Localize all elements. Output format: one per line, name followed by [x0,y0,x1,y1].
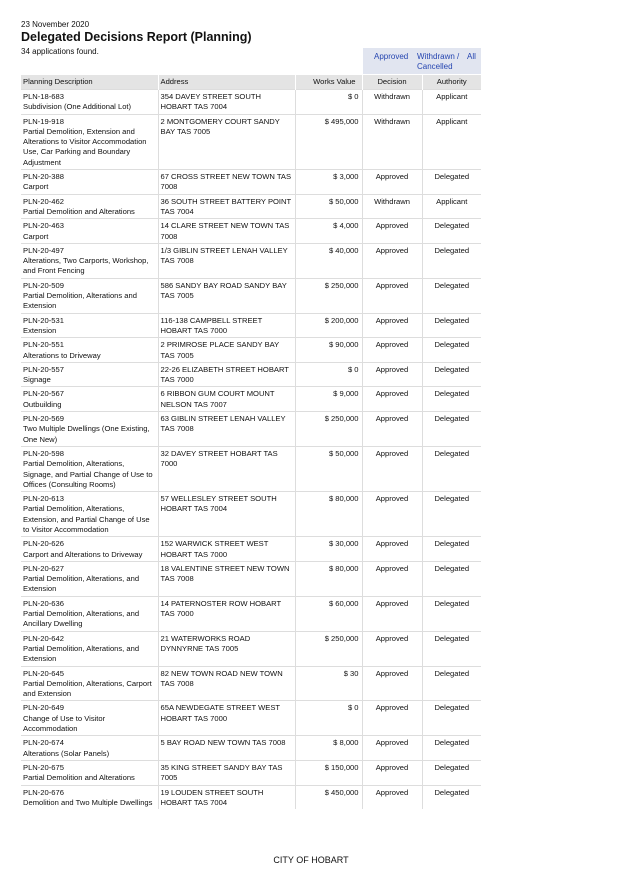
planning-description: Carport [23,182,49,192]
address-cell: 354 DAVEY STREET SOUTH HOBART TAS 7004 [158,90,295,115]
description-cell [21,537,158,562]
table-row [21,243,481,278]
column-header-authority: Authority [422,75,481,90]
decision-cell: Withdrawn [362,114,422,169]
filter-withdrawn-link[interactable]: Withdrawn / [417,52,460,61]
planning-description: Partial Demolition, Alterations, Carport and Extension [23,678,152,699]
application-reference[interactable]: PLN-20-649 [23,703,64,713]
decision-cell: Approved [362,313,422,338]
table-row [21,170,481,195]
authority-cell: Delegated [422,219,481,244]
table-row [21,736,481,761]
table-row [21,596,481,631]
planning-description: Outbuilding [23,399,62,409]
address-cell: 2 MONTGOMERY COURT SANDY BAY TAS 7005 [158,114,295,169]
description-cell [21,170,158,195]
filter-cancelled-link[interactable]: Cancelled [417,62,453,71]
authority-cell: Delegated [422,446,481,491]
table-row [21,278,481,313]
works-value-cell: $ 80,000 [295,492,362,537]
authority-cell: Delegated [422,631,481,666]
description-cell [21,338,158,363]
authority-cell: Delegated [422,278,481,313]
planning-description: Extension [23,325,57,335]
description-cell [21,278,158,313]
filter-approved-link[interactable]: Approved [374,52,409,61]
column-header-address: Address [158,75,295,90]
planning-description: Change of Use to Visitor Accommodation [23,713,106,734]
address-cell: 14 CLARE STREET NEW TOWN TAS 7008 [158,219,295,244]
table-row [21,90,481,115]
column-header-decision: Decision [362,75,422,90]
description-cell [21,387,158,412]
address-cell: 22-26 ELIZABETH STREET HOBART TAS 7000 [158,362,295,387]
description-cell [21,596,158,631]
decision-cell: Approved [362,561,422,596]
works-value-cell: $ 4,000 [295,219,362,244]
authority-cell: Delegated [422,338,481,363]
works-value-cell: $ 50,000 [295,446,362,491]
address-cell: 82 NEW TOWN ROAD NEW TOWN TAS 7008 [158,666,295,701]
planning-description: Carport [23,231,49,241]
column-header-works-value: Works Value [295,75,362,90]
planning-description: Subdivision (One Additional Lot) [23,102,132,112]
address-cell: 32 DAVEY STREET HOBART TAS 7000 [158,446,295,491]
planning-description: Demolition and Two Multiple Dwellings [23,797,153,807]
decision-cell: Approved [362,362,422,387]
application-reference[interactable]: PLN-20-636 [23,598,64,608]
works-value-cell: $ 50,000 [295,194,362,219]
authority-cell: Delegated [422,736,481,761]
table-row [21,313,481,338]
decision-cell: Approved [362,537,422,562]
address-cell: 152 WARWICK STREET WEST HOBART TAS 7000 [158,537,295,562]
decision-cell: Approved [362,760,422,785]
table-row [21,631,481,666]
works-value-cell: $ 40,000 [295,243,362,278]
application-reference[interactable]: PLN-20-388 [23,172,64,182]
planning-description: Partial Demolition, Alterations, and Ancillary Dwelling [23,609,140,629]
table-row [21,537,481,562]
works-value-cell: $ 0 [295,90,362,115]
table-row [21,561,481,596]
planning-description: Two Multiple Dwellings (One Existing, One New) [23,424,150,444]
table-row [21,338,481,363]
authority-cell: Applicant [422,194,481,219]
works-value-cell: $ 150,000 [295,760,362,785]
decision-cell: Approved [362,736,422,761]
description-cell [21,243,158,278]
authority-cell: Delegated [422,243,481,278]
works-value-cell: $ 80,000 [295,561,362,596]
table-row [21,412,481,447]
description-cell [21,736,158,761]
works-value-cell: $ 495,000 [295,114,362,169]
table-row [21,362,481,387]
authority-cell: Delegated [422,362,481,387]
works-value-cell: $ 3,000 [295,170,362,195]
works-value-cell: $ 90,000 [295,338,362,363]
description-cell [21,785,158,809]
authority-cell: Delegated [422,313,481,338]
address-cell: 63 GIBLIN STREET LENAH VALLEY TAS 7008 [158,412,295,447]
decision-cell: Approved [362,278,422,313]
decision-cell: Approved [362,219,422,244]
table-row [21,194,481,219]
results-count: 34 applications found. [21,47,99,56]
application-reference[interactable]: PLN-19-918 [23,116,64,126]
address-cell: 14 PATERNOSTER ROW HOBART TAS 7000 [158,596,295,631]
application-reference[interactable]: PLN-20-675 [23,762,64,772]
works-value-cell: $ 250,000 [295,412,362,447]
application-reference[interactable]: PLN-18-683 [23,92,64,101]
decision-cell: Approved [362,170,422,195]
description-cell [21,492,158,537]
address-cell: 19 LOUDEN STREET SOUTH HOBART TAS 7004 [158,785,295,809]
decision-cell: Approved [362,785,422,809]
planning-description: Carport and Alterations to Driveway [23,549,143,559]
table-row [21,492,481,537]
filter-all-link[interactable]: All [467,52,476,61]
authority-cell: Delegated [422,537,481,562]
address-cell: 21 WATERWORKS ROAD DYNNYRNE TAS 7005 [158,631,295,666]
description-cell [21,114,158,169]
decision-cell: Approved [362,412,422,447]
authority-cell: Delegated [422,561,481,596]
table-row [21,760,481,785]
address-cell: 5 BAY ROAD NEW TOWN TAS 7008 [158,736,295,761]
planning-description: Alterations (Solar Panels) [23,748,110,758]
planning-description: Partial Demolition, Alterations, Signage, and Partial Change of Use to Offices (Consulting Rooms) [23,459,153,489]
application-reference[interactable]: PLN-20-463 [23,221,64,231]
description-cell [21,90,158,115]
table-row [21,785,481,809]
authority-cell: Delegated [422,760,481,785]
application-reference[interactable]: PLN-20-551 [23,340,64,350]
application-reference[interactable]: PLN-20-674 [23,738,64,748]
authority-cell: Delegated [422,701,481,736]
address-cell: 6 RIBBON GUM COURT MOUNT NELSON TAS 7007 [158,387,295,412]
address-cell: 586 SANDY BAY ROAD SANDY BAY TAS 7005 [158,278,295,313]
address-cell: 1/3 GIBLIN STREET LENAH VALLEY TAS 7008 [158,243,295,278]
planning-description: Signage [23,375,51,385]
planning-description: Partial Demolition and Alterations [23,206,135,216]
planning-description: Partial Demolition, Alterations, Extension, and Partial Change of Use to Visitor Accommodation [23,504,150,534]
decision-cell: Approved [362,492,422,537]
table-header-row [21,75,481,90]
description-cell [21,313,158,338]
planning-description: Partial Demolition, Alterations and Extension [23,291,137,311]
decision-cell: Approved [362,666,422,701]
applications-table [21,75,481,809]
application-reference[interactable]: PLN-20-627 [23,563,64,573]
works-value-cell: $ 250,000 [295,278,362,313]
address-cell: 116-138 CAMPBELL STREET HOBART TAS 7000 [158,313,295,338]
decision-cell: Withdrawn [362,194,422,219]
description-cell [21,219,158,244]
application-reference[interactable]: PLN-20-626 [23,539,64,549]
table-row [21,219,481,244]
address-cell: 35 KING STREET SANDY BAY TAS 7005 [158,760,295,785]
authority-cell: Delegated [422,412,481,447]
application-reference[interactable]: PLN-20-557 [23,364,64,374]
application-reference[interactable]: PLN-20-569 [23,414,64,424]
decision-cell: Approved [362,387,422,412]
decision-cell: Approved [362,596,422,631]
footer-council-name: CITY OF HOBART [273,855,349,865]
authority-cell: Applicant [422,114,481,169]
description-cell [21,631,158,666]
authority-cell: Delegated [422,596,481,631]
address-cell: 65A NEWDEGATE STREET WEST HOBART TAS 7000 [158,701,295,736]
table-row [21,387,481,412]
application-reference[interactable]: PLN-20-567 [23,389,64,399]
application-reference[interactable]: PLN-20-462 [23,196,64,206]
description-cell [21,412,158,447]
decision-cell: Withdrawn [362,90,422,115]
works-value-cell: $ 8,000 [295,736,362,761]
application-reference[interactable]: PLN-20-645 [23,668,64,678]
authority-cell: Applicant [422,90,481,115]
description-cell [21,760,158,785]
application-reference[interactable]: PLN-20-531 [23,315,64,325]
works-value-cell: $ 60,000 [295,596,362,631]
authority-cell: Delegated [422,492,481,537]
decision-cell: Approved [362,701,422,736]
address-cell: 57 WELLESLEY STREET SOUTH HOBART TAS 7004 [158,492,295,537]
planning-description: Partial Demolition and Alterations [23,773,135,783]
works-value-cell: $ 0 [295,701,362,736]
planning-description: Alterations, Two Carports, Workshop, and Front Fencing [23,256,149,276]
page-title: Delegated Decisions Report (Planning) [21,30,252,44]
application-reference[interactable]: PLN-20-497 [23,245,64,255]
works-value-cell: $ 250,000 [295,631,362,666]
column-header-description: Planning Description [21,75,158,90]
application-reference[interactable]: PLN-20-642 [23,633,64,643]
description-cell [21,446,158,491]
table-row [21,114,481,169]
authority-cell: Delegated [422,387,481,412]
address-cell: 18 VALENTINE STREET NEW TOWN TAS 7008 [158,561,295,596]
authority-cell: Delegated [422,666,481,701]
authority-cell: Delegated [422,170,481,195]
description-cell [21,701,158,736]
planning-description: Partial Demolition, Alterations, and Extension [23,574,140,594]
table-row [21,666,481,701]
application-reference[interactable]: PLN-20-613 [23,494,64,504]
planning-description: Alterations to Driveway [23,350,101,360]
description-cell [21,666,158,701]
works-value-cell: $ 30 [295,666,362,701]
table-row [21,701,481,736]
description-cell [21,194,158,219]
report-date: 23 November 2020 [21,20,90,29]
application-reference[interactable]: PLN-20-598 [23,448,64,458]
works-value-cell: $ 9,000 [295,387,362,412]
description-cell [21,362,158,387]
works-value-cell: $ 0 [295,362,362,387]
address-cell: 67 CROSS STREET NEW TOWN TAS 7008 [158,170,295,195]
table-row [21,446,481,491]
authority-cell: Delegated [422,785,481,809]
planning-description: Partial Demolition, Alterations, and Extension [23,643,140,664]
application-reference[interactable]: PLN-20-509 [23,280,64,290]
description-cell [21,561,158,596]
decision-cell: Approved [362,631,422,666]
works-value-cell: $ 450,000 [295,785,362,809]
decision-cell: Approved [362,243,422,278]
decision-cell: Approved [362,338,422,363]
works-value-cell: $ 200,000 [295,313,362,338]
works-value-cell: $ 30,000 [295,537,362,562]
address-cell: 2 PRIMROSE PLACE SANDY BAY TAS 7005 [158,338,295,363]
application-reference[interactable]: PLN-20-676 [23,787,64,797]
decision-cell: Approved [362,446,422,491]
address-cell: 36 SOUTH STREET BATTERY POINT TAS 7004 [158,194,295,219]
decision-filter-bar [363,48,481,74]
planning-description: Partial Demolition, Extension and Alterations to Visitor Accommodation Use, Car Parking and Boundary Adjustment [23,126,147,167]
